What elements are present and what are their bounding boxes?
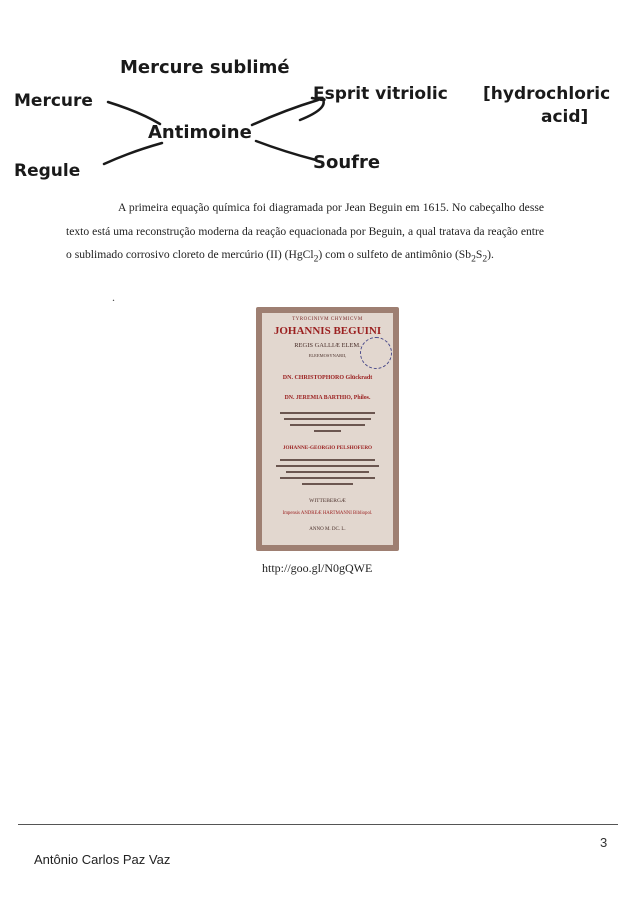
- cover-line: WITTEBERGÆ: [309, 498, 346, 504]
- cover-title: JOHANNIS BEGUINI: [273, 325, 382, 337]
- stray-dot: .: [112, 290, 115, 304]
- label-mercure: Mercure: [14, 91, 93, 111]
- cover-line: DN. CHRISTOPHORO Glückradt: [282, 375, 373, 381]
- paragraph-sub-3: 2: [482, 253, 488, 265]
- footer-author: Antônio Carlos Paz Vaz: [34, 852, 171, 867]
- label-esprit-vitriolic: Esprit vitriolic: [313, 84, 448, 104]
- paragraph-sub-1: 2: [313, 253, 319, 265]
- page-number: 3: [600, 835, 608, 850]
- cover-line: Impensis ANDREÆ HARTMANNI Bibliopol.: [282, 511, 373, 516]
- paragraph-sub-2: 2: [471, 253, 476, 265]
- label-regule: Regule: [14, 161, 81, 181]
- cover-line: REGIS GALLIÆ ELEM.: [294, 342, 361, 349]
- label-mercure-sublime: Mercure sublimé: [120, 57, 290, 78]
- label-acid: acid]: [541, 107, 589, 127]
- reaction-diagram: [0, 40, 638, 190]
- cover-line: ANNO M. DC. L.: [309, 527, 346, 532]
- library-stamp: [360, 337, 392, 369]
- book-cover-page: [262, 313, 393, 545]
- body-paragraph: [66, 196, 544, 271]
- paragraph-text-4: ).: [487, 248, 494, 261]
- label-hydrochloric: [hydrochloric: [483, 84, 611, 104]
- footer-divider: [18, 824, 618, 825]
- label-soufre: Soufre: [313, 152, 381, 173]
- cover-line: TYROCINIVM CHYMICVM: [292, 317, 363, 322]
- label-antimoine: Antimoine: [148, 122, 252, 143]
- cover-line: JOHANNE-GEORGIO PELSHOFERO: [282, 445, 373, 451]
- cover-small-text-block-2: [272, 455, 383, 491]
- paragraph-text-3: S: [475, 248, 483, 261]
- paragraph-text-1: A primeira equação química foi diagramada por Jean Beguin em 1615. No cabeçalho desse texto está uma reconstrução moderna da reação equacionada por Beguin, a qual tratava da reação entre o sublimado corrosivo cloreto de mercúrio (II) (HgCl: [66, 201, 544, 261]
- book-cover-image: [256, 307, 399, 551]
- image-source-link[interactable]: http://goo.gl/N0gQWE: [262, 561, 373, 575]
- cover-line: DN. JEREMIA BARTHIO, Philos.: [284, 395, 371, 401]
- cover-small-text-block: [274, 408, 381, 436]
- cover-line: ELEEMOSYNARII,: [308, 353, 347, 358]
- paragraph-text-2: ) com o sulfeto de antimônio (Sb: [318, 248, 472, 261]
